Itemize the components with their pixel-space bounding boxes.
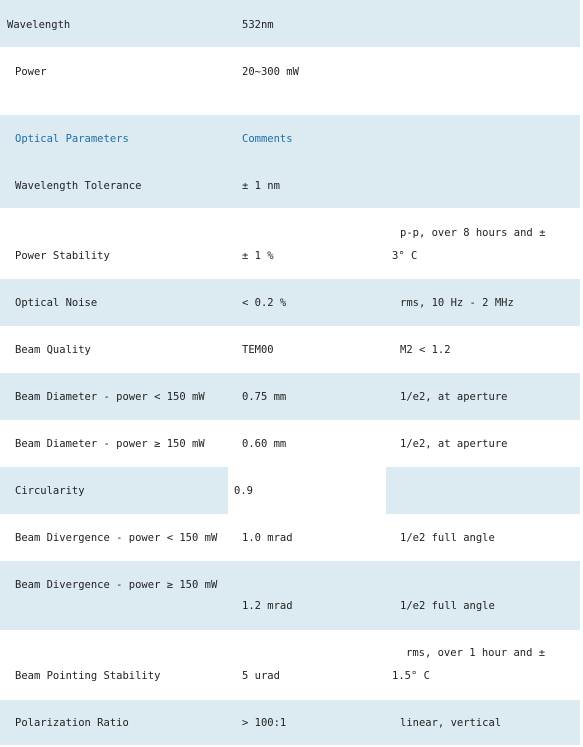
header-comments: Comments bbox=[242, 133, 293, 145]
value-optical-noise: < 0.2 % bbox=[242, 297, 287, 309]
param-beam-diameter-low: Beam Diameter - power < 150 mW bbox=[15, 391, 205, 403]
value-power-stability: ± 1 % bbox=[242, 250, 274, 262]
value-pointing: 5 urad bbox=[242, 670, 280, 682]
value-beam-diameter-low: 0.75 mm bbox=[242, 391, 287, 403]
comment-pointing-line1: rms, over 1 hour and ± bbox=[406, 647, 546, 659]
param-beam-divergence-high: Beam Divergence - power ≥ 150 mW bbox=[15, 579, 218, 591]
value-beam-divergence-low: 1.0 mrad bbox=[242, 532, 293, 544]
comment-beam-diameter-high: 1/e2, at aperture bbox=[400, 438, 508, 450]
comment-beam-diameter-low: 1/e2, at aperture bbox=[400, 391, 508, 403]
param-power-stability: Power Stability bbox=[15, 250, 110, 262]
param-polarization: Polarization Ratio bbox=[15, 717, 129, 729]
value-polarization: > 100:1 bbox=[242, 717, 287, 729]
value-circularity: 0.9 bbox=[234, 485, 253, 497]
param-wavelength: Wavelength bbox=[7, 19, 71, 31]
comment-beam-divergence-low: 1/e2 full angle bbox=[400, 532, 495, 544]
comment-beam-divergence-high: 1/e2 full angle bbox=[400, 600, 495, 612]
param-circularity: Circularity bbox=[15, 485, 85, 497]
comment-power-stability-line2: 3° C bbox=[392, 250, 418, 262]
value-beam-quality: TEM00 bbox=[242, 344, 274, 356]
value-wavelength: 532nm bbox=[242, 19, 274, 31]
table-row-header bbox=[0, 115, 580, 208]
param-optical-noise: Optical Noise bbox=[15, 297, 98, 309]
header-optical-parameters: Optical Parameters bbox=[15, 133, 129, 145]
value-beam-divergence-high: 1.2 mrad bbox=[242, 600, 293, 612]
param-beam-diameter-high: Beam Diameter - power ≥ 150 mW bbox=[15, 438, 205, 450]
value-wavelength-tolerance: ± 1 nm bbox=[242, 180, 280, 192]
param-pointing: Beam Pointing Stability bbox=[15, 670, 161, 682]
param-beam-quality: Beam Quality bbox=[15, 344, 91, 356]
param-wavelength-tolerance: Wavelength Tolerance bbox=[15, 180, 142, 192]
comment-pointing-line2: 1.5° C bbox=[392, 670, 430, 682]
value-beam-diameter-high: 0.60 mm bbox=[242, 438, 287, 450]
table-row-wavelength bbox=[0, 0, 580, 47]
comment-beam-quality: M2 < 1.2 bbox=[400, 344, 451, 356]
comment-optical-noise: rms, 10 Hz - 2 MHz bbox=[400, 297, 514, 309]
param-beam-divergence-low: Beam Divergence - power < 150 mW bbox=[15, 532, 218, 544]
comment-power-stability-line1: p-p, over 8 hours and ± bbox=[400, 227, 546, 239]
comment-polarization: linear, vertical bbox=[400, 717, 502, 729]
param-power: Power bbox=[15, 66, 47, 78]
value-power: 20~300 mW bbox=[242, 66, 299, 78]
table-row-beam-divergence-high bbox=[0, 561, 580, 630]
